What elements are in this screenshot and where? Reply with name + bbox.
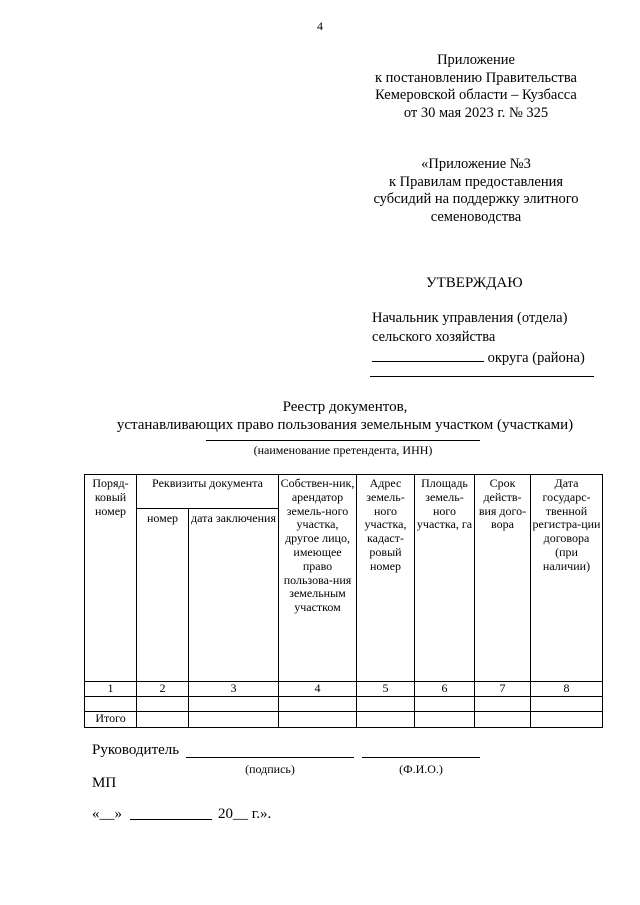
applicant-name-line[interactable] xyxy=(206,440,480,441)
table-cell[interactable] xyxy=(415,696,475,711)
table-cell[interactable] xyxy=(415,711,475,727)
registry-title xyxy=(80,398,610,434)
column-number: 3 xyxy=(189,682,279,697)
table-cell[interactable] xyxy=(85,696,137,711)
district-suffix: округа (района) xyxy=(487,350,585,366)
column-number: 7 xyxy=(475,682,531,697)
approver-line: Начальник управления (отдела) xyxy=(372,310,568,326)
approver-line: сельского хозяйства xyxy=(372,329,496,345)
column-number: 6 xyxy=(415,682,475,697)
header-serial: Поряд-ковый номер xyxy=(85,475,137,682)
table-cell[interactable] xyxy=(279,696,357,711)
approve-title: УТВЕРЖДАЮ xyxy=(426,275,523,291)
table-cell[interactable] xyxy=(357,711,415,727)
column-number: 5 xyxy=(357,682,415,697)
date-day: «__» xyxy=(92,806,122,822)
header-doc-date: дата заключения xyxy=(189,509,279,682)
table-cell[interactable] xyxy=(475,696,531,711)
header-address: Адрес земель-ного участка, кадаст-ровый номер xyxy=(357,475,415,682)
head-label: Руководитель xyxy=(92,742,180,758)
table-cell[interactable] xyxy=(137,711,189,727)
column-number: 1 xyxy=(85,682,137,697)
appendix-header xyxy=(346,52,606,122)
header-registration-date: Дата государс-твенной регистра-ции договора (при наличии) xyxy=(531,475,603,682)
appendix3-line: «Приложение №3 xyxy=(421,156,531,172)
appendix3-line: субсидий на поддержку элитного xyxy=(373,191,579,207)
table-cell[interactable] xyxy=(475,711,531,727)
approver-block xyxy=(372,309,585,368)
appendix-line: от 30 мая 2023 г. № 325 xyxy=(403,104,549,121)
approver-signature-line[interactable] xyxy=(370,376,594,377)
approver-line xyxy=(372,347,585,368)
appendix-line: Приложение xyxy=(437,52,515,68)
appendix3-line: к Правилам предоставления xyxy=(388,173,564,190)
appendix-line: к постановлению Правительства xyxy=(375,69,577,86)
signature-hint: (подпись) xyxy=(245,762,295,776)
table-cell[interactable] xyxy=(531,696,603,711)
column-number: 8 xyxy=(531,682,603,697)
column-number-row xyxy=(85,682,603,697)
appendix-line: Кемеровской области – Кузбасса xyxy=(375,87,577,103)
name-line[interactable] xyxy=(362,757,480,758)
header-doc-number: номер xyxy=(137,509,189,682)
date-year: 20__ г.». xyxy=(218,806,272,822)
name-hint: (Ф.И.О.) xyxy=(399,762,443,776)
total-row xyxy=(85,711,603,727)
header-area: Площадь земель-ного участка, га xyxy=(415,475,475,682)
total-label: Итого xyxy=(85,711,137,727)
header-term: Срок действ-вия дого-вора xyxy=(475,475,531,682)
header-doc-details: Реквизиты документа xyxy=(137,475,279,509)
stamp-mark: МП xyxy=(92,775,117,791)
page-number: 4 xyxy=(317,19,323,33)
date-month-blank[interactable] xyxy=(130,819,212,820)
table-cell[interactable] xyxy=(137,696,189,711)
table-cell[interactable] xyxy=(279,711,357,727)
table-row xyxy=(85,696,603,711)
table-cell[interactable] xyxy=(531,711,603,727)
appendix3-header xyxy=(356,156,596,226)
applicant-hint: (наименование претендента, ИНН) xyxy=(253,443,433,457)
table-cell[interactable] xyxy=(357,696,415,711)
district-blank[interactable] xyxy=(372,347,484,362)
registry-title-line: Реестр документов, xyxy=(282,399,408,415)
signature-line[interactable] xyxy=(186,757,354,758)
table-cell[interactable] xyxy=(189,711,279,727)
registry-title-line: устанавливающих право пользования земельным участком (участками) xyxy=(116,417,574,433)
column-number: 2 xyxy=(137,682,189,697)
table-cell[interactable] xyxy=(189,696,279,711)
header-owner: Собствен-ник, арендатор земель-ного участка, другое лицо, имеющее право пользова-ния земельным участком xyxy=(279,475,357,682)
registry-table xyxy=(84,474,603,728)
appendix3-line: семеноводства xyxy=(430,208,522,225)
column-number: 4 xyxy=(279,682,357,697)
